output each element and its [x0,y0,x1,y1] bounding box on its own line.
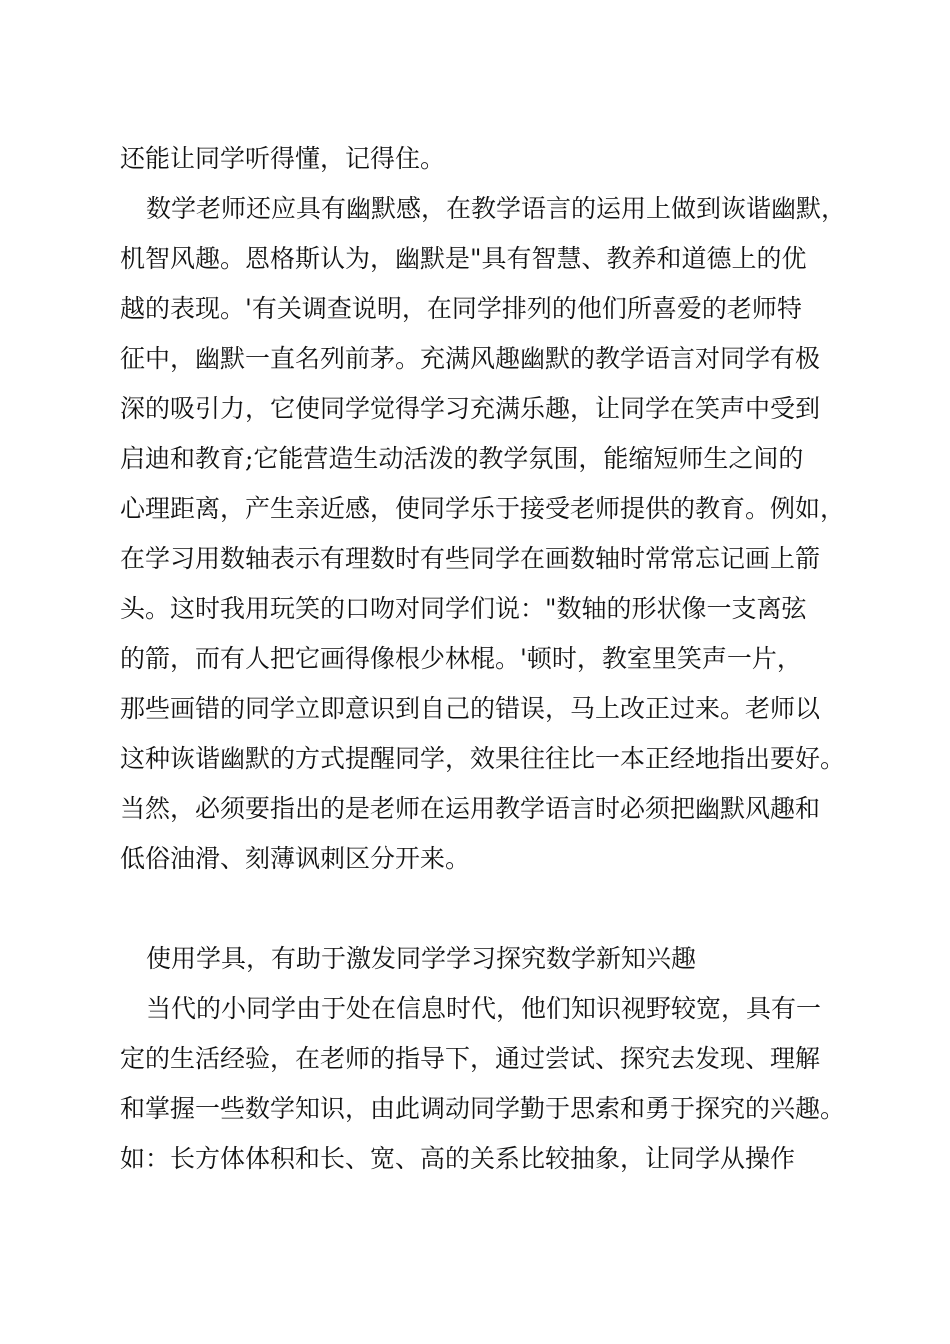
section-heading: 使用学具，有助于激发同学学习探究数学新知兴趣 [146,944,697,973]
text-line: 如：长方体体积和长、宽、高的关系比较抽象，让同学从操作 [120,1144,796,1173]
text-line: 深的吸引力，它使同学觉得学习充满乐趣，让同学在笑声中受到 [120,394,821,423]
text-line: 当然，必须要指出的是老师在运用教学语言时必须把幽默风趣和 [120,794,821,823]
paragraph-first-line: 当代的小同学由于处在信息时代，他们知识视野较宽，具有一 [146,994,822,1023]
text-line: 这种诙谐幽默的方式提醒同学，效果往往比一本正经地指出要好。 [120,744,846,773]
text-line: 那些画错的同学立即意识到自己的错误，马上改正过来。老师以 [120,694,821,723]
text-line: 和掌握一些数学知识，由此调动同学勤于思索和勇于探究的兴趣。 [120,1094,846,1123]
text-line: 机智风趣。恩格斯认为，幽默是"具有智慧、教养和道德上的优 [120,244,807,273]
text-line: 越的表现。'有关调查说明，在同学排列的他们所喜爱的老师特 [120,294,802,323]
text-line: 低俗油滑、刻薄讽刺区分开来。 [120,844,471,873]
text-line: 在学习用数轴表示有理数时有些同学在画数轴时常常忘记画上箭 [120,544,821,573]
text-line: 定的生活经验，在老师的指导下，通过尝试、探究去发现、理解 [120,1044,821,1073]
text-line: 头。这时我用玩笑的口吻对同学们说："数轴的形状像一支离弦 [120,594,807,623]
text-line: 启迪和教育;它能营造生动活泼的教学氛围，能缩短师生之间的 [120,444,804,473]
paragraph-first-line: 数学老师还应具有幽默感，在教学语言的运用上做到诙谐幽默， [146,194,847,223]
text-line: 征中，幽默一直名列前茅。充满风趣幽默的教学语言对同学有极 [120,344,821,373]
text-line: 的箭，而有人把它画得像根少林棍。'顿时，教室里笑声一片， [120,644,802,673]
text-line: 还能让同学听得懂，记得住。 [120,144,446,173]
text-line: 心理距离，产生亲近感，使同学乐于接受老师提供的教育。例如， [120,494,846,523]
